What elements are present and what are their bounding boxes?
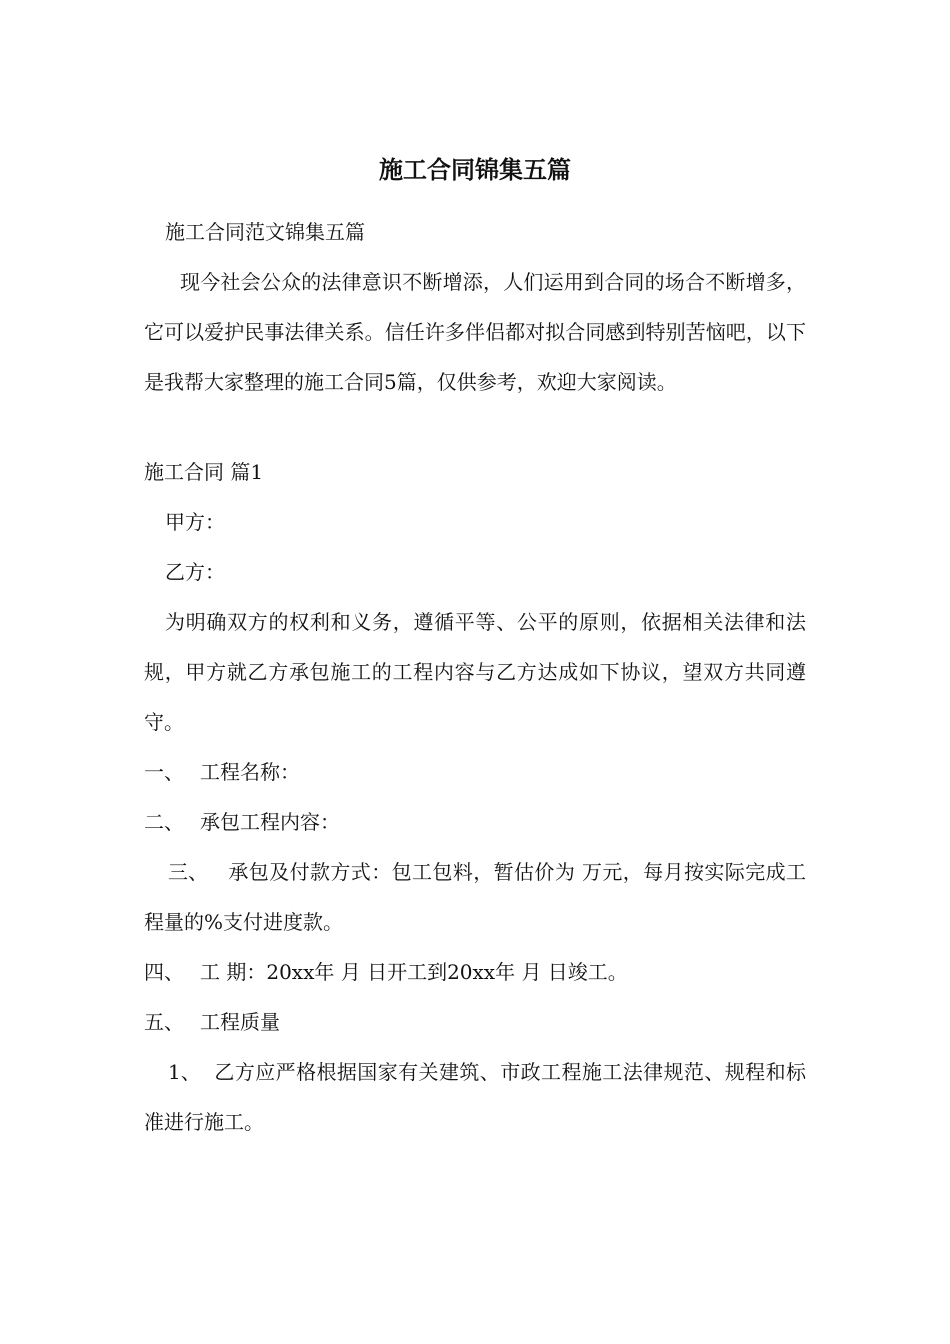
item-text: 工程质量	[200, 1010, 280, 1034]
clause-text: 乙方应严格根据国家有关建筑、市政工程施工法律规范、规程和标准进行施工。	[144, 1060, 806, 1134]
section-heading: 施工合同 篇1	[144, 460, 264, 484]
paragraph-gap	[144, 407, 806, 447]
party-b-line: 乙方：	[165, 560, 225, 584]
document-title: 施工合同锦集五篇	[379, 156, 571, 184]
preamble-paragraph: 为明确双方的权利和义务，遵循平等、公平的原则，依据相关法律和法规，甲方就乙方承包施工的工程内容与乙方达成如下协议，望双方共同遵守。	[144, 610, 806, 734]
item-number: 二、	[144, 810, 184, 834]
item-five	[144, 997, 806, 1047]
item-four	[144, 947, 806, 997]
item-three	[144, 847, 806, 947]
clause-one	[144, 1047, 806, 1147]
intro-paragraph: 现今社会公众的法律意识不断增添，人们运用到合同的场合不断增多，它可以爱护民事法律关系。信任许多伴侣都对拟合同感到特别苦恼吧，以下是我帮大家整理的施工合同5篇，仅供参考，欢迎大家阅读。	[144, 270, 806, 394]
document-body	[144, 207, 806, 1147]
document-subtitle: 施工合同范文锦集五篇	[165, 220, 365, 244]
item-text: 工程名称：	[200, 760, 300, 784]
item-text: 工 期：20xx年 月 日开工到20xx年 月 日竣工。	[200, 960, 628, 984]
item-number: 三、	[168, 860, 208, 884]
item-number: 四、	[144, 960, 184, 984]
item-number: 五、	[144, 1010, 184, 1034]
item-number: 一、	[144, 760, 184, 784]
item-text: 承包工程内容：	[200, 810, 340, 834]
clause-number: 1、	[168, 1060, 201, 1084]
party-a-line: 甲方：	[165, 510, 225, 534]
item-two	[144, 797, 806, 847]
item-one	[144, 747, 806, 797]
item-text: 承包及付款方式：包工包料，暂估价为 万元，每月按实际完成工程量的%支付进度款。	[144, 860, 806, 934]
